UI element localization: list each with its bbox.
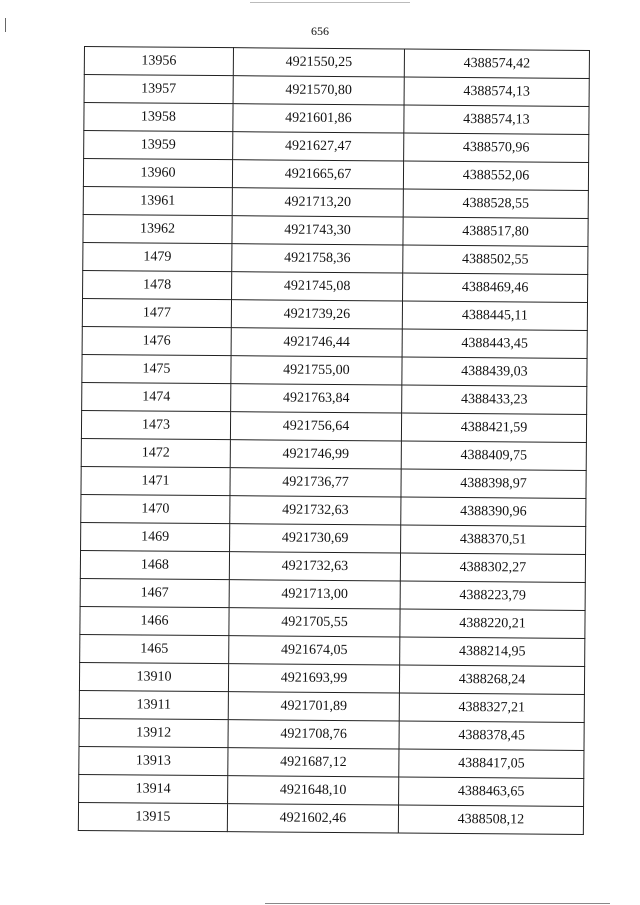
point-number-cell: 1476 — [82, 326, 231, 355]
table-row — [80, 578, 585, 610]
table-row — [83, 242, 588, 274]
x-coordinate-cell: 4921713,20 — [232, 188, 403, 217]
table-row — [79, 774, 584, 806]
table-row — [82, 382, 587, 414]
x-coordinate-cell: 4921687,12 — [228, 748, 399, 777]
table-row — [80, 550, 585, 582]
table-row — [82, 298, 587, 330]
y-coordinate-cell: 4388223,79 — [400, 581, 585, 610]
table-row — [78, 802, 583, 834]
table-row — [80, 634, 585, 666]
table-row — [79, 746, 584, 778]
point-number-cell: 13913 — [79, 746, 228, 775]
x-coordinate-cell: 4921713,00 — [229, 580, 400, 609]
x-coordinate-cell: 4921746,44 — [231, 328, 402, 357]
y-coordinate-cell: 4388268,24 — [399, 665, 584, 694]
y-coordinate-cell: 4388302,27 — [400, 553, 585, 582]
y-coordinate-cell: 4388220,21 — [400, 609, 585, 638]
table-row — [84, 75, 589, 107]
point-number-cell: 13960 — [83, 159, 232, 188]
table-row — [83, 186, 588, 218]
x-coordinate-cell: 4921665,67 — [232, 160, 403, 189]
table-row — [83, 270, 588, 302]
y-coordinate-cell: 4388214,95 — [400, 637, 585, 666]
table-row — [79, 662, 584, 694]
table-row — [83, 214, 588, 246]
x-coordinate-cell: 4921758,36 — [232, 244, 403, 273]
y-coordinate-cell: 4388574,13 — [404, 77, 589, 106]
point-number-cell: 13958 — [84, 103, 233, 132]
point-number-cell: 13957 — [84, 75, 233, 104]
point-number-cell: 1471 — [81, 466, 230, 495]
x-coordinate-cell: 4921627,47 — [233, 132, 404, 161]
point-number-cell: 1473 — [81, 410, 230, 439]
x-coordinate-cell: 4921743,30 — [232, 216, 403, 245]
page-number: 656 — [311, 24, 329, 38]
y-coordinate-cell: 4388327,21 — [399, 693, 584, 722]
y-coordinate-cell: 4388508,12 — [398, 805, 583, 834]
point-number-cell: 1465 — [80, 634, 229, 663]
table-row — [84, 131, 589, 163]
scan-edge-line — [265, 903, 610, 904]
coordinates-table — [78, 46, 590, 835]
y-coordinate-cell: 4388433,23 — [402, 385, 587, 414]
y-coordinate-cell: 4388370,51 — [401, 525, 586, 554]
y-coordinate-cell: 4388378,45 — [399, 721, 584, 750]
y-coordinate-cell: 4388421,59 — [401, 413, 586, 442]
point-number-cell: 13956 — [84, 47, 233, 76]
table-row — [79, 718, 584, 750]
point-number-cell: 1466 — [80, 606, 229, 635]
table-row — [83, 159, 588, 191]
point-number-cell: 1469 — [81, 522, 230, 551]
x-coordinate-cell: 4921570,80 — [233, 76, 404, 105]
point-number-cell: 1477 — [82, 298, 231, 327]
point-number-cell: 13915 — [78, 802, 227, 831]
x-coordinate-cell: 4921763,84 — [231, 384, 402, 413]
y-coordinate-cell: 4388517,80 — [403, 217, 588, 246]
point-number-cell: 1472 — [81, 438, 230, 467]
y-coordinate-cell: 4388445,11 — [402, 301, 587, 330]
table-row — [81, 494, 586, 526]
point-number-cell: 13914 — [79, 774, 228, 803]
point-number-cell: 1470 — [81, 494, 230, 523]
table-row — [81, 522, 586, 554]
y-coordinate-cell: 4388552,06 — [403, 161, 588, 190]
x-coordinate-cell: 4921732,63 — [230, 496, 401, 525]
table-row — [82, 354, 587, 386]
y-coordinate-cell: 4388439,03 — [402, 357, 587, 386]
point-number-cell: 13911 — [79, 690, 228, 719]
table-row — [84, 103, 589, 135]
table-row — [80, 606, 585, 638]
x-coordinate-cell: 4921601,86 — [233, 104, 404, 133]
table-row — [81, 466, 586, 498]
y-coordinate-cell: 4388570,96 — [404, 133, 589, 162]
point-number-cell: 13912 — [79, 718, 228, 747]
scan-edge-line — [250, 2, 410, 3]
point-number-cell: 1474 — [82, 382, 231, 411]
x-coordinate-cell: 4921756,64 — [230, 412, 401, 441]
y-coordinate-cell: 4388398,97 — [401, 469, 586, 498]
point-number-cell: 13962 — [83, 214, 232, 243]
point-number-cell: 1467 — [80, 578, 229, 607]
y-coordinate-cell: 4388417,05 — [399, 749, 584, 778]
y-coordinate-cell: 4388502,55 — [403, 245, 588, 274]
x-coordinate-cell: 4921736,77 — [230, 468, 401, 497]
y-coordinate-cell: 4388443,45 — [402, 329, 587, 358]
table-row — [82, 326, 587, 358]
x-coordinate-cell: 4921701,89 — [228, 692, 399, 721]
table-row — [84, 47, 589, 79]
point-number-cell: 1478 — [83, 270, 232, 299]
y-coordinate-cell: 4388574,13 — [404, 105, 589, 134]
x-coordinate-cell: 4921708,76 — [228, 720, 399, 749]
x-coordinate-cell: 4921755,00 — [231, 356, 402, 385]
x-coordinate-cell: 4921746,99 — [230, 440, 401, 469]
x-coordinate-cell: 4921745,08 — [232, 272, 403, 301]
x-coordinate-cell: 4921705,55 — [229, 608, 400, 637]
point-number-cell: 1475 — [82, 354, 231, 383]
table-row — [81, 438, 586, 470]
x-coordinate-cell: 4921648,10 — [228, 776, 399, 805]
x-coordinate-cell: 4921732,63 — [229, 552, 400, 581]
y-coordinate-cell: 4388469,46 — [403, 273, 588, 302]
x-coordinate-cell: 4921693,99 — [228, 664, 399, 693]
x-coordinate-cell: 4921602,46 — [227, 804, 398, 833]
point-number-cell: 1479 — [83, 242, 232, 271]
x-coordinate-cell: 4921730,69 — [230, 524, 401, 553]
x-coordinate-cell: 4921550,25 — [233, 48, 404, 77]
x-coordinate-cell: 4921739,26 — [231, 300, 402, 329]
table-row — [79, 690, 584, 722]
y-coordinate-cell: 4388390,96 — [401, 497, 586, 526]
x-coordinate-cell: 4921674,05 — [229, 636, 400, 665]
point-number-cell: 13959 — [84, 131, 233, 160]
point-number-cell: 13910 — [79, 662, 228, 691]
y-coordinate-cell: 4388528,55 — [403, 189, 588, 218]
y-coordinate-cell: 4388574,42 — [404, 49, 589, 78]
y-coordinate-cell: 4388409,75 — [401, 441, 586, 470]
point-number-cell: 13961 — [83, 186, 232, 215]
point-number-cell: 1468 — [80, 550, 229, 579]
y-coordinate-cell: 4388463,65 — [399, 777, 584, 806]
coordinates-table-body — [78, 47, 589, 835]
table-row — [81, 410, 586, 442]
